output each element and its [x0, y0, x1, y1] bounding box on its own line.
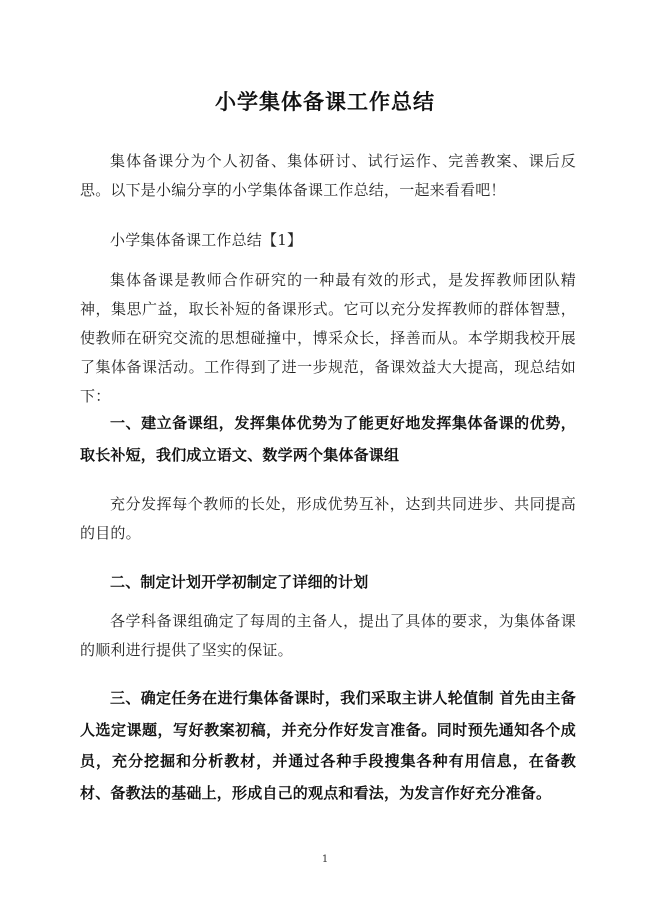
section-heading-3: 三、确定任务在进行集体备课时，我们采取主讲人轮值制 首先由主备人选定课题，写好教案初稿，并充分作好发言准备。同时预先通知各个成员，充分挖掘和分析教材，并通过各种手段搜集各种有用信息，在备教材、备教法的基础上，形成自己的观点和看法，为发言作好充分准备。 [80, 689, 576, 802]
body-paragraph: 各学科备课组确定了每周的主备人，提出了具体的要求，为集体备课的顺利进行提供了坚实的保证。 [80, 612, 576, 659]
intro-paragraph: 集体备课分为个人初备、集体研讨、试行运作、完善教案、课后反思。以下是小编分享的小学集体备课工作总结，一起来看看吧！ [80, 152, 576, 199]
section-heading-2: 二、制定计划开学初制定了详细的计划 [110, 573, 369, 591]
body-paragraph: 集体备课是教师合作研究的一种最有效的形式，是发挥教师团队精神，集思广益，取长补短的备课形式。它可以充分发挥教师的群体智慧，使教师在研究交流的思想碰撞中，博采众长，择善而从。本学期我校开展了集体备课活动。工作得到了进一步规范，备课效益大大提高，现总结如下： [80, 271, 576, 405]
section-subtitle: 小学集体备课工作总结【1】 [110, 231, 303, 249]
section-heading-1: 一、建立备课组，发挥集体优势为了能更好地发挥集体备课的优势，取长补短，我们成立语文、数学两个集体备课组 [80, 414, 576, 464]
body-paragraph: 充分发挥每个教师的长处，形成优势互补，达到共同进步、共同提高的目的。 [80, 495, 576, 542]
document-title: 小学集体备课工作总结 [215, 90, 435, 114]
page-number: 1 [321, 854, 329, 865]
